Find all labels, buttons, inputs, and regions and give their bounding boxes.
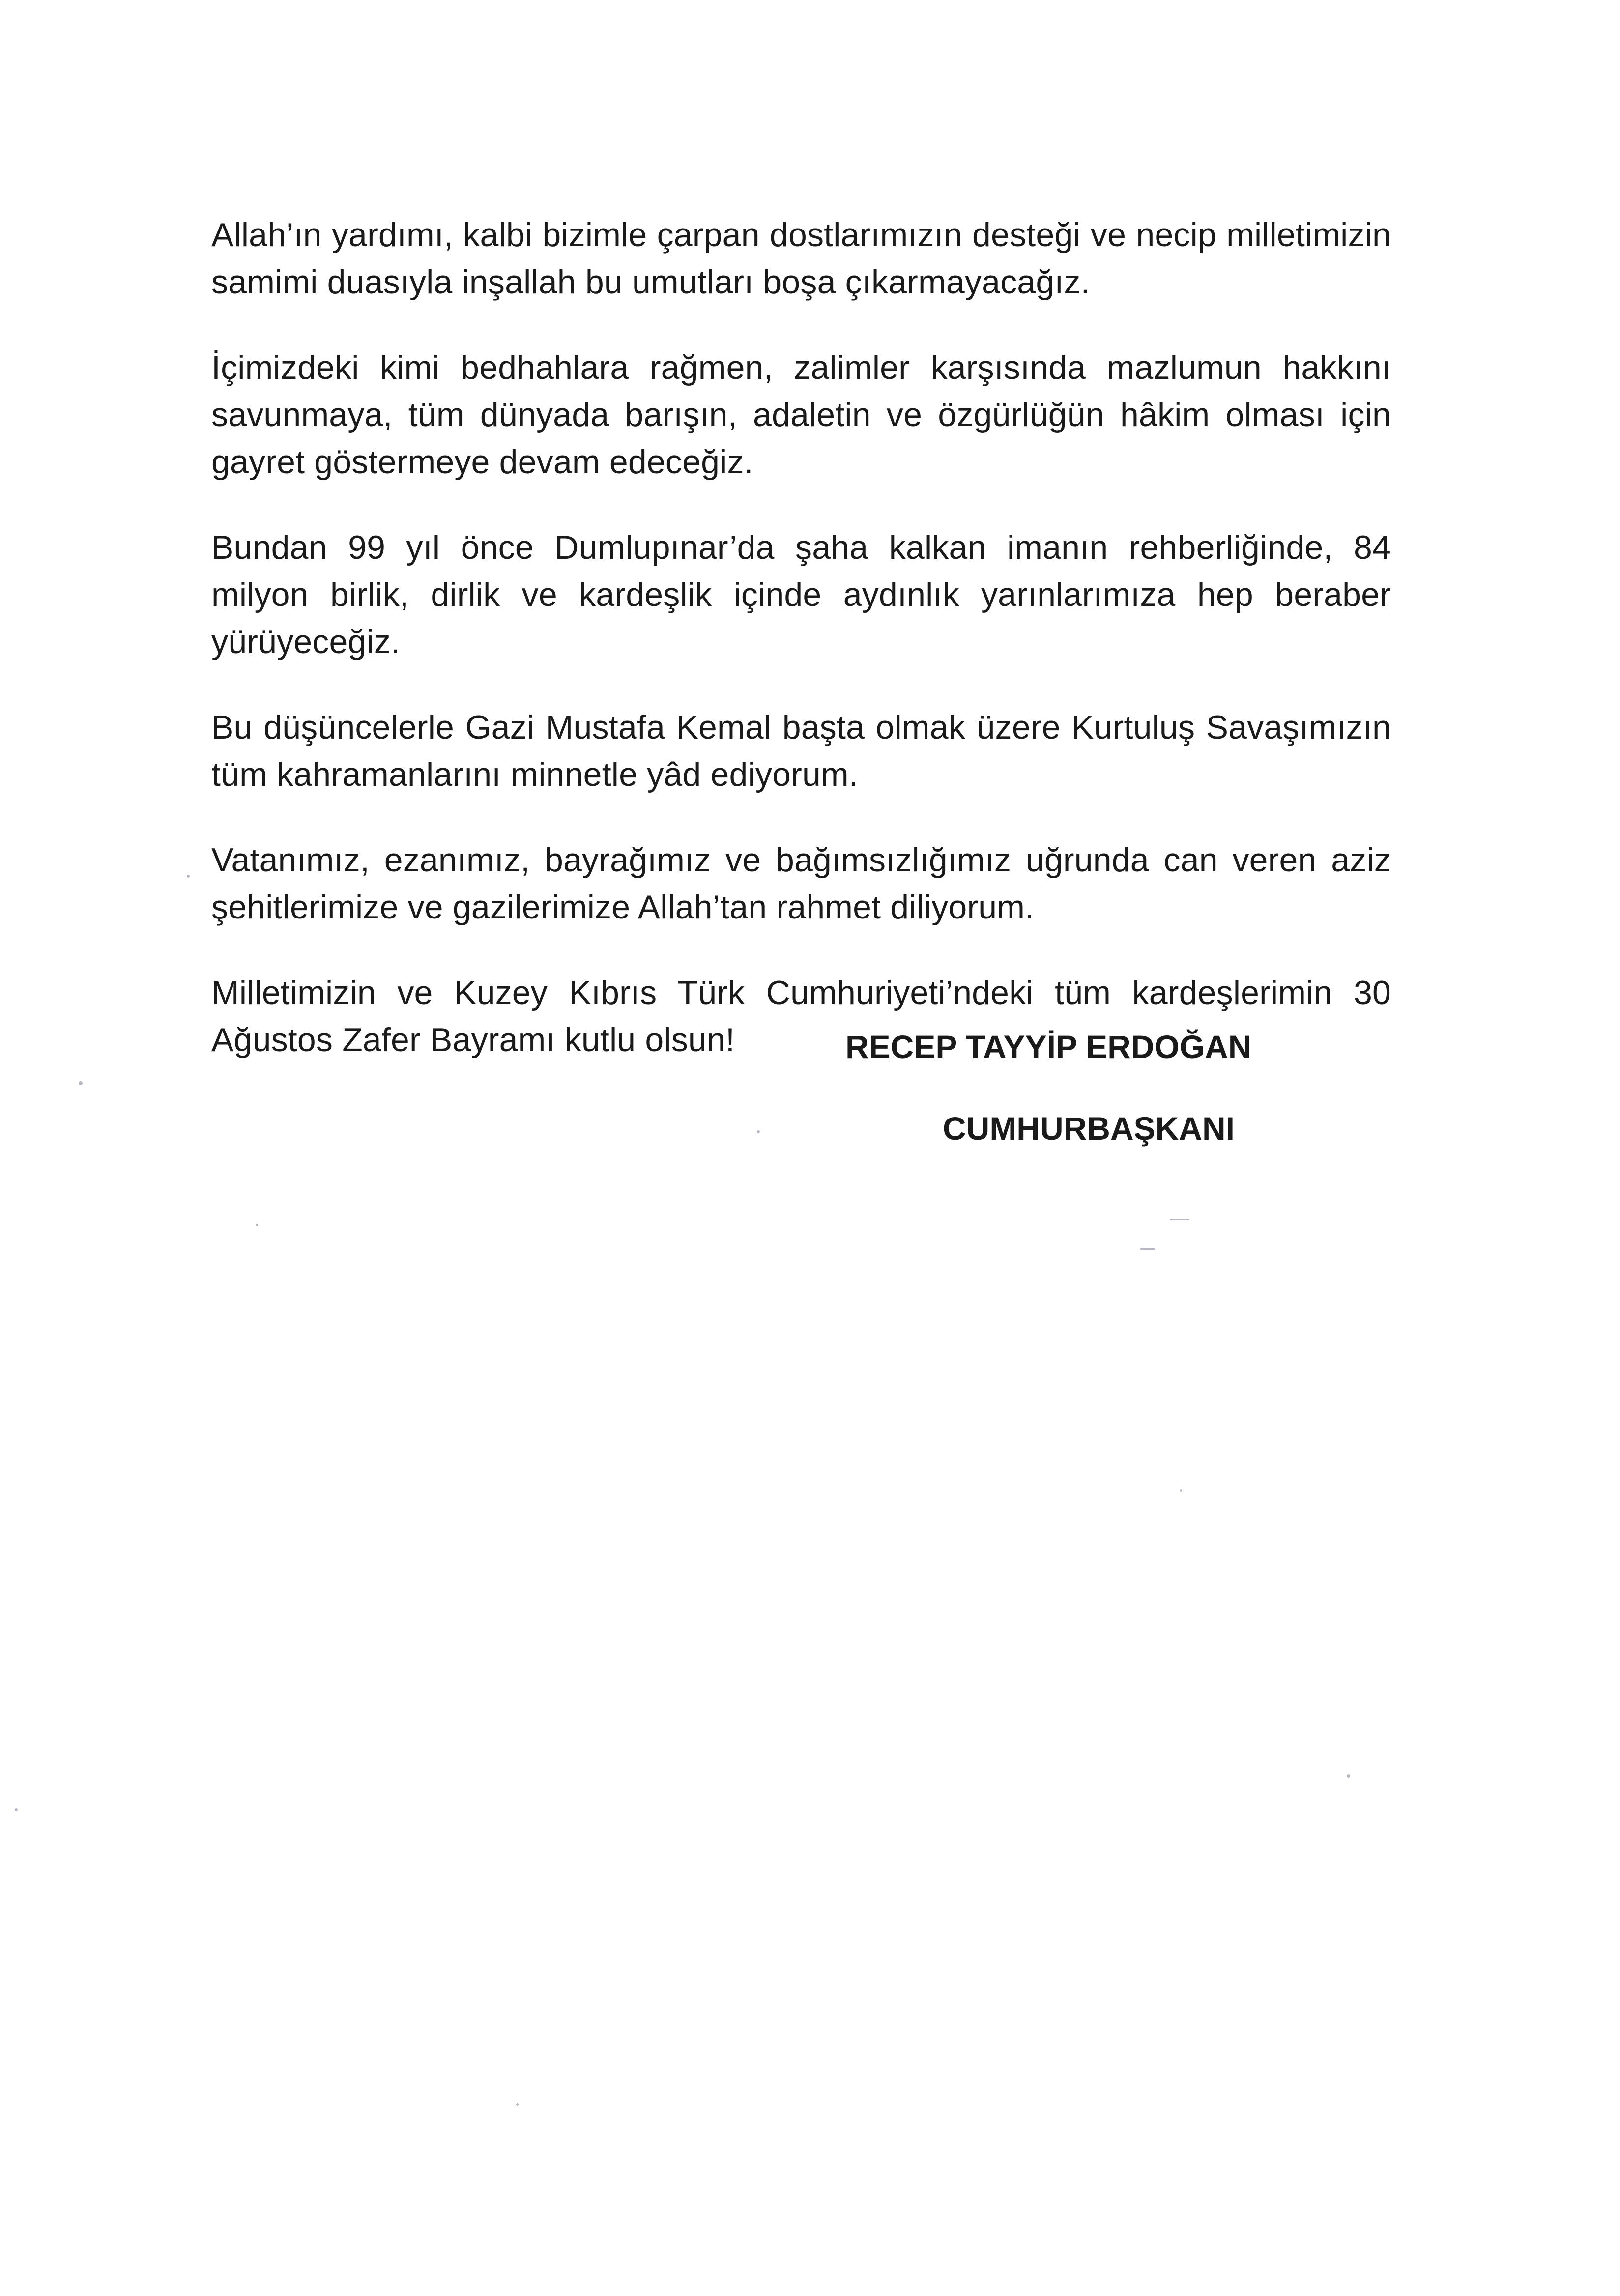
paragraph-5: Vatanımız, ezanımız, bayrağımız ve bağımsızlığımız uğrunda can veren aziz şehitlerimize ve gazilerimize Allah’tan rahmet diliyorum. bbox=[211, 841, 1391, 926]
scan-speck bbox=[1180, 1489, 1182, 1492]
signature-block bbox=[845, 1027, 1337, 1148]
signatory-name: RECEP TAYYİP ERDOĞAN bbox=[845, 1029, 1252, 1065]
scan-speck bbox=[79, 1081, 83, 1085]
scan-speck bbox=[1347, 1774, 1350, 1778]
paragraph-3: Bundan 99 yıl önce Dumlupınar’da şaha kalkan imanın rehberliğinde, 84 milyon birlik, dirlik ve kardeşlik içinde aydınlık yarınlarımıza hep beraber yürüyeceğiz. bbox=[211, 529, 1391, 660]
paragraph-2: İçimizdeki kimi bedhahlara rağmen, zalimler karşısında mazlumun hakkını savunmaya, tüm dünyada barışın, adaletin ve özgürlüğün hâkim olması için gayret göstermeye devam edeceğiz. bbox=[211, 349, 1391, 481]
scan-speck bbox=[516, 2103, 519, 2106]
paragraph-6: Milletimizin ve Kuzey Kıbrıs Türk Cumhuriyeti’ndeki tüm kardeşlerimin 30 Ağustos Zafer Bayramı kutlu olsun! bbox=[211, 974, 1391, 1059]
scan-speck bbox=[1140, 1248, 1155, 1250]
signatory-title: CUMHURBAŞKANI bbox=[943, 1110, 1235, 1147]
scan-speck bbox=[187, 875, 190, 878]
letter-body bbox=[211, 211, 1391, 1102]
paragraph-4: Bu düşüncelerle Gazi Mustafa Kemal başta olmak üzere Kurtuluş Savaşımızın tüm kahramanlarını minnetle yâd ediyorum. bbox=[211, 709, 1391, 793]
scan-speck bbox=[757, 1130, 760, 1133]
scan-speck bbox=[256, 1224, 258, 1226]
paragraph-1: Allah’ın yardımı, kalbi bizimle çarpan dostlarımızın desteği ve necip milletimizin samimi duasıyla inşallah bu umutları boşa çıkarmayacağız. bbox=[211, 216, 1391, 301]
scan-speck bbox=[1170, 1219, 1189, 1220]
scan-speck bbox=[15, 1808, 18, 1811]
